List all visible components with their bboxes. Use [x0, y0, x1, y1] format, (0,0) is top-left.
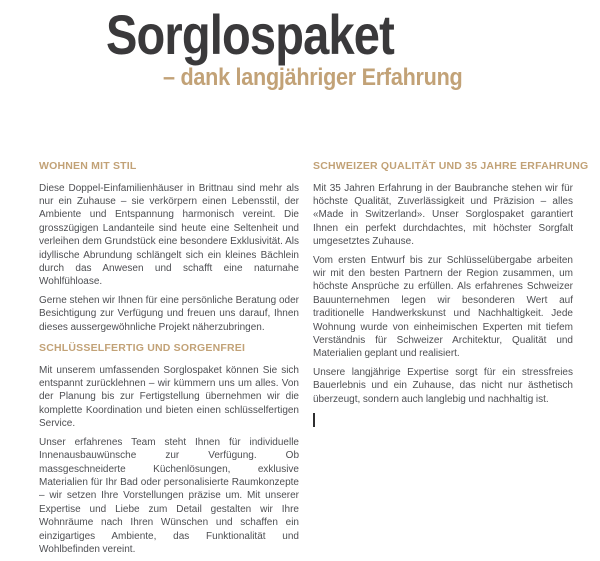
- paragraph-schluesselfertig-1: Mit unserem umfassenden Sorglospaket können Sie sich entspannt zurücklehnen – wir kümmern uns um alles. Von der Planung bis zur Fertigstellung übernehmen wir die komplette Koordination und bieten einen schlüsselfertigen Service.: [39, 364, 299, 430]
- paragraph-schluesselfertig-2: Unser erfahrenes Team steht Ihnen für individuelle Innenausbauwünsche zur Verfügung. Ob massgeschneiderte Küchenlösungen, exklusive Materialien für Ihr Bad oder personalisierte Raumkonzepte – wir setzen Ihre Vorstellungen präzise um. Mit unserer Expertise und Liebe zum Detail gestalten wir Ihre Wohnräume nach Ihren Wünschen und schaffen ein einzigartiges Ambiente, das Funktionalität und Wohlbefinden vereint.: [39, 436, 299, 555]
- page-subtitle: – dank langjähriger Erfahrung: [163, 64, 463, 91]
- paragraph-wohnen-1: Diese Doppel-Einfamilienhäuser in Brittnau sind mehr als nur ein Zuhause – sie verkörpern einen Lebensstil, der Ambiente und Entspannung harmonisch vereint. Die grosszügigen Landanteile sind heute eine Seltenheit und verleihen dem Grundstück eine besondere Exklusivität. Als idyllische Abrundung schlängelt sich ein kleines Bächlein durch das Anwesen und schafft eine naturnahe Wohlfühloase.: [39, 182, 299, 288]
- paragraph-wohnen-2: Gerne stehen wir Ihnen für eine persönliche Beratung oder Besichtigung zur Verfügung und freuen uns darauf, Ihnen dieses aussergewöhnliche Projekt näherzubringen.: [39, 294, 299, 333]
- paragraph-qualitaet-3: Unsere langjährige Expertise sorgt für ein stressfreies Bauerlebnis und ein Zuhause, das nicht nur ästhetisch überzeugt, sondern auch langlebig und nachhaltig ist.: [313, 366, 573, 405]
- text-cursor-caret[interactable]: [313, 413, 315, 427]
- left-column: [39, 160, 299, 561]
- paragraph-qualitaet-1: Mit 35 Jahren Erfahrung in der Baubranche stehen wir für höchste Qualität, Zuverlässigkeit und Präzision – alles «Made in Switzerland». Unser Sorglospaket garantiert Ihnen ein perfekt durchdachtes, mit höchster Sorgfalt umgesetztes Zuhause.: [313, 182, 573, 248]
- right-column: [313, 160, 589, 561]
- section-heading-schweizer-qualitaet: SCHWEIZER QUALITÄT UND 35 JAHRE ERFAHRUNG: [313, 160, 589, 172]
- section-heading-schluesselfertig: SCHLÜSSELFERTIG UND SORGENFREI: [39, 342, 246, 355]
- section-heading-wohnen-mit-stil: WOHNEN MIT STIL: [39, 160, 137, 172]
- paragraph-qualitaet-2: Vom ersten Entwurf bis zur Schlüsselübergabe arbeiten wir mit den besten Partnern der Region zusammen, um höchste Ansprüche zu erfüllen. Als erfahrenes Schweizer Bauunternehmen legen wir besonderen Wert auf traditionelle Handwerkskunst und Nachhaltigkeit. Jede Wohnung wurde von einheimischen Experten mit tiefem Verständnis für Schweizer Architektur, Qualität und Materialien geplant und realisiert.: [313, 254, 573, 360]
- page-title: Sorglospaket: [106, 3, 394, 66]
- two-column-body: [39, 160, 589, 561]
